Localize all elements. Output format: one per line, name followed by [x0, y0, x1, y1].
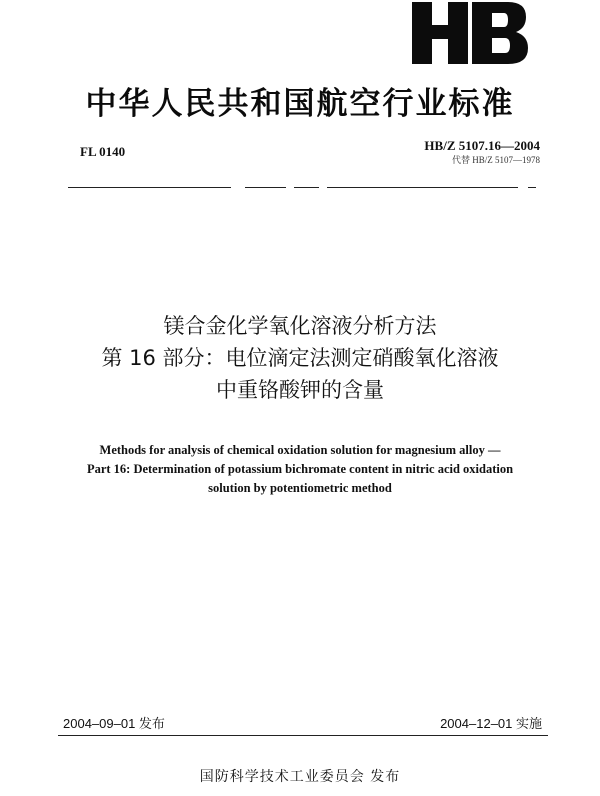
footer-divider: [58, 735, 548, 736]
organization-title: 中华人民共和国航空行业标准: [85, 86, 515, 122]
implementation-date: 2004–12–01 实施: [440, 716, 542, 731]
classification-code: FL 0140: [80, 144, 126, 159]
publisher: 国防科学技术工业委员会 发布: [199, 769, 401, 785]
english-title-line-1: Methods for analysis of chemical oxidation solution for magnesium alloy —: [99, 443, 501, 457]
english-title-line-3: solution by potentiometric method: [208, 481, 392, 495]
standard-number: HB/Z 5107.16—2004: [424, 138, 540, 153]
chinese-title-line-2: 第 16 部分：电位滴定法测定硝酸氧化溶液: [101, 346, 499, 370]
chinese-title-line-3: 中重铬酸钾的含量: [216, 378, 384, 402]
header-divider: [68, 187, 536, 188]
english-title: [0, 441, 600, 498]
chinese-title: [0, 310, 600, 406]
hb-logo: [410, 2, 528, 64]
chinese-title-line-1: 镁合金化学氧化溶液分析方法: [163, 314, 437, 338]
standard-number-block: [424, 138, 540, 166]
issue-date: 2004–09–01 发布: [63, 716, 165, 731]
english-title-line-2: Part 16: Determination of potassium bichromate content in nitric acid oxidation: [86, 462, 514, 476]
replaces-standard: 代替 HB/Z 5107—1978: [451, 155, 540, 165]
